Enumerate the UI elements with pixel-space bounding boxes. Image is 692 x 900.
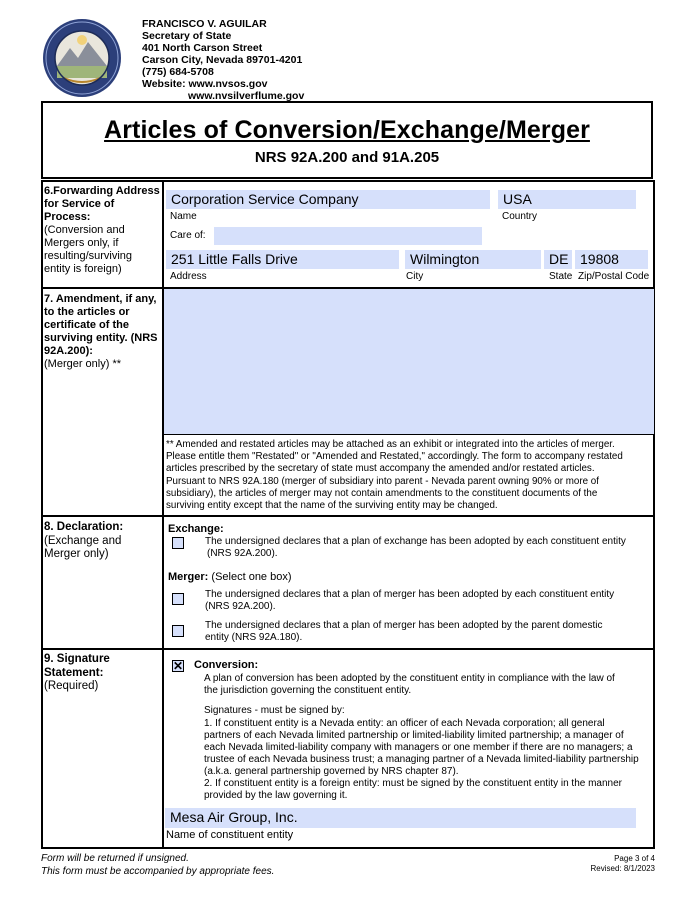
merger-heading bbox=[168, 571, 292, 583]
office-address-line1: 401 North Carson Street bbox=[142, 42, 263, 54]
forwarding-address-field[interactable]: 251 Little Falls Drive bbox=[166, 250, 399, 269]
signature-requirement-line: provided by the law governing it. bbox=[204, 790, 348, 801]
section-8-title: 8. Declaration: bbox=[44, 521, 124, 533]
footer-notice bbox=[41, 852, 274, 878]
amendment-note-line: Please entitle them "Restated" or "Amended and Restated," accordingly. The form to accompany restated bbox=[166, 451, 623, 463]
merger-each-entity-line1: The undersigned declares that a plan of merger has been adopted by each constituent entity bbox=[205, 589, 615, 600]
secretary-of-state-header bbox=[142, 18, 304, 102]
office-website: Website: www.nvsos.gov bbox=[142, 78, 268, 90]
conversion-checkbox[interactable]: ✕ bbox=[173, 659, 184, 673]
merger-parent-entity-line2: entity (NRS 92A.180). bbox=[205, 632, 303, 643]
care-of-field[interactable] bbox=[214, 227, 482, 245]
conversion-statement-line2: the jurisdiction governing the constituent entity. bbox=[204, 685, 412, 696]
exchange-declaration-line1: The undersigned declares that a plan of exchange has been adopted by each constituent entity bbox=[205, 536, 626, 547]
section-7-title: 7. Amendment, if any, to the articles or certificate of the surviving entity. (NRS 92A.200): bbox=[44, 293, 158, 357]
document-subtitle: NRS 92A.200 and 91A.205 bbox=[254, 149, 440, 166]
section-8-label bbox=[44, 521, 160, 562]
signature-requirement-line: each Nevada limited-liability company with managers or one member if there are no managers; a bbox=[204, 742, 633, 753]
document-title: Articles of Conversion/Exchange/Merger bbox=[104, 116, 590, 144]
revision-date: Revised: 8/1/2023 bbox=[590, 864, 655, 873]
row-divider-8 bbox=[41, 515, 655, 517]
merger-parent-entity-line1: The undersigned declares that a plan of merger has been adopted by the parent domestic bbox=[205, 620, 603, 631]
official-title: Secretary of State bbox=[142, 30, 232, 42]
section-6-title: 6.Forwarding Address for Service of Process: bbox=[44, 185, 160, 223]
office-phone: (775) 684-5708 bbox=[142, 66, 214, 78]
row-divider-9 bbox=[41, 648, 655, 650]
conversion-statement-line1: A plan of conversion has been adopted by the constituent entity in compliance with the law of bbox=[204, 673, 615, 684]
page-number: Page 3 of 4 bbox=[614, 854, 655, 863]
signatures-heading: Signatures - must be signed by: bbox=[204, 705, 345, 716]
amendment-text-area[interactable] bbox=[164, 289, 654, 434]
constituent-entity-name-caption: Name of constituent entity bbox=[166, 829, 294, 841]
amendment-note-divider bbox=[162, 434, 655, 435]
signature-requirement-line: 2. If constituent entity is a foreign entity: must be signed by the constituent entity in the manner bbox=[204, 778, 623, 789]
section-7-label bbox=[44, 293, 160, 371]
nevada-state-seal-icon bbox=[42, 18, 122, 98]
signature-requirement-line: 1. If constituent entity is a Nevada entity: an officer of each Nevada corporation; all general bbox=[204, 718, 605, 729]
merger-each-entity-checkbox[interactable] bbox=[172, 593, 184, 605]
care-of-caption: Care of: bbox=[170, 230, 206, 241]
forwarding-city-caption: City bbox=[406, 271, 424, 282]
amendment-note-line: ** Amended and restated articles may be attached as an exhibit or integrated into the articles of merger. bbox=[166, 439, 615, 450]
signature-requirement-line: trustee of each Nevada business trust; a managing partner of a Nevada limited-liability partnership bbox=[204, 754, 639, 765]
conversion-heading: Conversion: bbox=[194, 659, 259, 671]
section-7-note: (Merger only) ** bbox=[44, 358, 122, 370]
section-9-note: (Required) bbox=[44, 680, 99, 692]
forwarding-state-field[interactable]: DE bbox=[544, 250, 572, 269]
official-name: FRANCISCO V. AGUILAR bbox=[142, 18, 267, 30]
forwarding-name-caption: Name bbox=[170, 211, 197, 222]
constituent-entity-name-field[interactable]: Mesa Air Group, Inc. bbox=[165, 808, 636, 828]
signature-requirement-line: partners of each Nevada limited partnership or limited-liability limited partnership; a manager of bbox=[204, 730, 624, 741]
amendment-note-line: articles prescribed by the secretary of state must accompany the amended and/or restated articles. bbox=[166, 463, 595, 475]
forwarding-state-caption: State bbox=[549, 271, 573, 282]
section-9-title: 9. Signature Statement: bbox=[44, 653, 110, 679]
amendment-note-line: Pursuant to NRS 92A.180 (merger of subsidiary into parent - Nevada parent owning 90% or more of bbox=[166, 475, 599, 487]
section-8-note: (Exchange and Merger only) bbox=[44, 534, 122, 560]
footer-fees-notice: This form must be accompanied by appropriate fees. bbox=[41, 866, 275, 877]
amendment-note bbox=[166, 439, 650, 512]
footer-unsigned-notice: Form will be returned if unsigned. bbox=[41, 853, 189, 864]
forwarding-country-field[interactable]: USA bbox=[498, 190, 636, 209]
section-6-label bbox=[44, 185, 160, 276]
forwarding-city-field[interactable]: Wilmington bbox=[405, 250, 541, 269]
forwarding-address-caption: Address bbox=[170, 271, 207, 282]
signature-requirements bbox=[204, 718, 654, 802]
amendment-note-line: surviving entity except that the name of the surviving entity may be changed. bbox=[166, 500, 498, 512]
merger-heading-title: Merger: bbox=[168, 571, 209, 583]
office-website-2: www.nvsilverflume.gov bbox=[188, 90, 305, 102]
signature-requirement-line: (a.k.a. general partnership governed by NRS chapter 87). bbox=[204, 766, 459, 777]
forwarding-name-field[interactable]: Corporation Service Company bbox=[166, 190, 490, 209]
merger-parent-entity-checkbox[interactable] bbox=[172, 625, 184, 637]
document-title-box bbox=[41, 101, 653, 179]
amendment-note-line: subsidiary), the articles of merger may not contain amendments to the constituent documents of the bbox=[166, 487, 598, 499]
merger-each-entity-line2: (NRS 92A.200). bbox=[205, 601, 276, 612]
section-6-note: (Conversion and Mergers only, if resulting/surviving entity is foreign) bbox=[44, 224, 133, 275]
exchange-checkbox[interactable] bbox=[172, 537, 184, 549]
exchange-heading: Exchange: bbox=[168, 523, 224, 535]
footer-page-info bbox=[591, 854, 656, 874]
exchange-declaration-line2: (NRS 92A.200). bbox=[207, 548, 278, 559]
office-address-line2: Carson City, Nevada 89701-4201 bbox=[142, 54, 303, 66]
forwarding-zip-field[interactable]: 19808 bbox=[575, 250, 648, 269]
merger-heading-note: (Select one box) bbox=[211, 571, 292, 583]
forwarding-country-caption: Country bbox=[502, 211, 538, 222]
forwarding-zip-caption: Zip/Postal Code bbox=[578, 271, 650, 282]
section-9-label bbox=[44, 653, 160, 694]
